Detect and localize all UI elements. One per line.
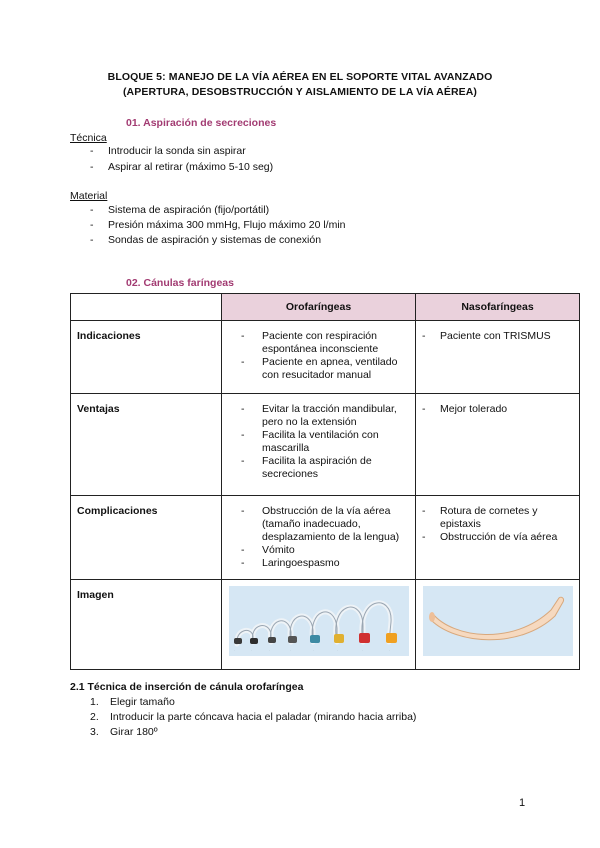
list-item: - Laringoespasmo bbox=[222, 557, 411, 570]
oro-list bbox=[222, 321, 415, 388]
svg-text:·: · bbox=[389, 648, 390, 652]
list-item: - Rotura de cornetes y epistaxis bbox=[416, 505, 575, 531]
naso-list bbox=[416, 394, 579, 422]
svg-text:·: · bbox=[269, 648, 270, 652]
section-heading-insercion: 2.1 Técnica de inserción de cánula orofaríngea bbox=[70, 681, 304, 693]
row-label: Ventajas bbox=[71, 394, 222, 496]
list-item: - Mejor tolerado bbox=[416, 403, 575, 416]
list-item: - Facilita la ventilación con mascarilla bbox=[222, 429, 411, 455]
naso-list bbox=[416, 496, 579, 550]
oro-list bbox=[222, 394, 415, 487]
list-item: - Paciente en apnea, ventilado con resucitador manual bbox=[222, 356, 411, 382]
table-header-row bbox=[71, 294, 580, 321]
section-heading-canulas: 02. Cánulas faríngeas bbox=[126, 277, 234, 289]
list-item: - Facilita la aspiración de secreciones bbox=[222, 455, 411, 481]
page-number: 1 bbox=[519, 797, 526, 809]
table-row bbox=[71, 394, 580, 496]
table-row bbox=[71, 580, 580, 670]
svg-text:·: · bbox=[313, 648, 314, 652]
row-label: Imagen bbox=[71, 580, 222, 670]
row-label: Complicaciones bbox=[71, 496, 222, 580]
list-item: - Obstrucción de vía aérea bbox=[416, 531, 575, 544]
svg-text:·: · bbox=[290, 648, 291, 652]
title-line-1: BLOQUE 5: MANEJO DE LA VÍA AÉREA EN EL SOPORTE VITAL AVANZADO bbox=[107, 71, 493, 83]
material-label: Material bbox=[70, 190, 108, 202]
table-row bbox=[71, 496, 580, 580]
oro-list bbox=[222, 496, 415, 576]
list-item: - Paciente con TRISMUS bbox=[416, 330, 575, 343]
header-cell-nasofaringeas: Nasofaríngeas bbox=[416, 294, 580, 321]
document-title bbox=[0, 70, 600, 100]
naso-list bbox=[416, 321, 579, 349]
oropharyngeal-airways-image bbox=[229, 586, 409, 656]
title-line-2: (APERTURA, DESOBSTRUCCIÓN Y AISLAMIENTO DE LA VÍA AÉREA) bbox=[122, 86, 478, 98]
svg-text:·: · bbox=[337, 648, 338, 652]
header-cell-orofaringeas: Orofaríngeas bbox=[222, 294, 416, 321]
list-item: - Evitar la tracción mandibular, pero no la extensión bbox=[222, 403, 411, 429]
list-item: - Paciente con respiración espontánea inconsciente bbox=[222, 330, 411, 356]
tecnica-label: Técnica bbox=[70, 132, 107, 144]
table-row bbox=[71, 321, 580, 394]
row-label: Indicaciones bbox=[71, 321, 222, 394]
svg-text:·: · bbox=[362, 648, 363, 652]
list-item: - Vómito bbox=[222, 544, 411, 557]
canulas-table bbox=[70, 293, 580, 670]
list-item: - Obstrucción de la vía aérea (tamaño inadecuado, desplazamiento de la lengua) bbox=[222, 505, 411, 544]
section-heading-aspiracion: 01. Aspiración de secreciones bbox=[126, 117, 277, 129]
header-cell-empty bbox=[71, 294, 222, 321]
svg-text:·: · bbox=[234, 648, 235, 652]
nasopharyngeal-airway-image bbox=[423, 586, 573, 656]
svg-text:·: · bbox=[251, 648, 252, 652]
document-page: BLOQUE 5: MANEJO DE LA VÍA AÉREA EN EL SOPORTE VITAL AVANZADO (APERTURA, DESOBSTRUCCIÓN Y AISLAMIENTO DE LA VÍA AÉREA) 01. Aspiración de secreciones Técnica - Introducir la sonda sin aspirar - Aspirar al retirar (máximo 5-10 seg) Material - Sistema de aspiración (fijo/portátil) - Presión máxima 300 mmHg, Flujo máximo 20 l/min - Sondas de aspiración y sistemas de conexión 02. Cánulas faríngeas Orofaríngeas Nasofaríngeas Indicaciones - Paciente con respiración espontánea inconsciente - Paciente en apnea, ventilado con resucitador manual - Paciente con TRISMUS Ventajas - Evitar la tracción mandibular, pero no la extensión - Facilita la ventilación con mascarilla - Facilita la aspiración de secreciones - Mejor tolerado Complicaciones - Obstrucción de la vía aérea (tamaño inadecuado, desplazamiento de la lengua) - Vómito - Laringoespasmo - Rotura de cornetes y epistaxis - Obstrucción de vía aérea Imagen · · · · · · · · 2.1 Técnica de inserción de cánula orofaríngea 1. Elegir tamaño 2. Introducir la parte cóncava hacia el paladar (mirando hacia arriba) 3. Girar 180º 1 bbox=[0, 0, 600, 848]
